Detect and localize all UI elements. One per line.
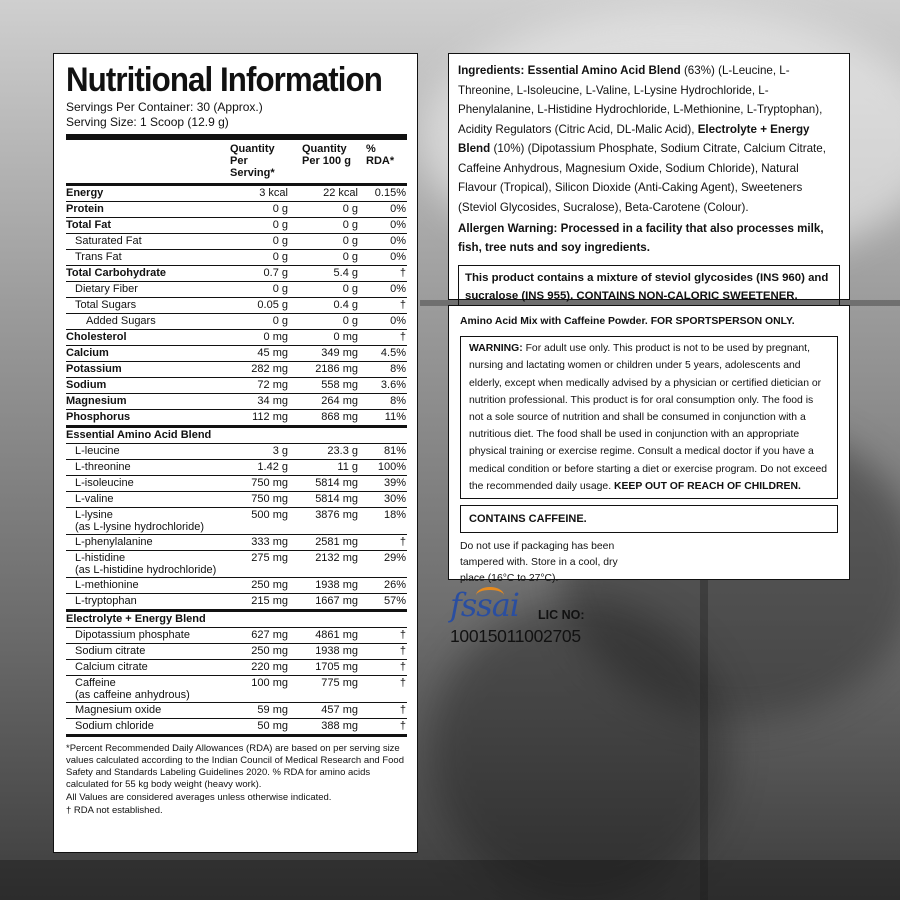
rda-value: 29%	[383, 552, 406, 564]
nutrient-name: Saturated Fat	[75, 235, 142, 247]
per-100g-value: 0 g	[342, 315, 358, 327]
rda-value: †	[399, 536, 406, 548]
servings-per-container: Servings Per Container: 30 (Approx.)	[66, 100, 263, 114]
nutrient-name: Dietary Fiber	[75, 283, 138, 295]
per-100g-value: 775 mg	[321, 677, 358, 689]
rda-value: 81%	[383, 445, 406, 457]
nutrition-title: Nutritional Information	[66, 61, 382, 99]
per-serving-value: 0.7 g	[263, 267, 288, 279]
averages-footnote: All Values are considered averages unless otherwise indicated.	[66, 792, 332, 803]
rda-value: †	[399, 720, 406, 732]
table-row	[66, 394, 407, 410]
rda-value: †	[399, 645, 406, 657]
nutrient-name: Magnesium	[66, 395, 127, 407]
per-serving-value: 275 mg	[251, 552, 288, 564]
per-100g-value: 4861 mg	[315, 629, 358, 641]
ingredients-label: Ingredients:	[458, 64, 525, 77]
warning-text: For adult use only. This product is not to be used by pregnant, nursing and lactating women or children under 5 years, adolescents and elderly, except when medically advised by a physician or certified dietician or nutrition professional. This product is for oral consumption only. The food is not a sole source of nutrition and shall be consumed in conjunction with a nutritious diet. The food shall be used in conjunction with an appropriate physical training or exercise regime. Consult a medical doctor if you have a medical condition or before starting a diet or exercise program. Do not exceed the recommended daily usage.	[469, 343, 828, 492]
per-serving-value: 333 mg	[251, 536, 288, 548]
per-serving-value: 100 mg	[251, 677, 288, 689]
table-row	[66, 703, 407, 719]
rda-not-established-footnote: † RDA not established.	[66, 805, 163, 816]
per-100g-value: 2581 mg	[315, 536, 358, 548]
per-100g-value: 11 g	[337, 461, 358, 473]
table-row	[66, 535, 407, 551]
per-serving-value: 282 mg	[251, 363, 288, 375]
table-row	[66, 346, 407, 362]
table-row	[66, 186, 407, 202]
per-serving-value: 0 mg	[263, 331, 288, 343]
table-row	[66, 282, 407, 298]
per-serving-value: 3 g	[272, 445, 288, 457]
per-serving-value: 0 g	[272, 235, 288, 247]
nutrient-name: L-isoleucine	[75, 477, 134, 489]
rda-value: 0.15%	[374, 187, 406, 199]
nutrient-name: Cholesterol	[66, 331, 127, 343]
nutrient-name: Potassium	[66, 363, 122, 375]
per-100g-value: 0.4 g	[333, 299, 358, 311]
per-100g-value: 1938 mg	[315, 579, 358, 591]
rda-value: 0%	[390, 251, 406, 263]
keep-out-of-reach: KEEP OUT OF REACH OF CHILDREN.	[613, 480, 801, 492]
fssai-block	[450, 586, 650, 660]
rda-value: †	[399, 661, 406, 673]
per-100g-value: 0 g	[342, 235, 358, 247]
per-serving-value: 0 g	[272, 315, 288, 327]
per-100g-value: 868 mg	[321, 411, 358, 423]
sweetener-notice: This product contains a mixture of steviol glycosides (INS 960) and sucralose (INS 955). CONTAINS NON-CALORIC SWEETENER.	[458, 265, 840, 309]
per-serving-value: 627 mg	[251, 629, 288, 641]
rda-value: 26%	[383, 579, 406, 591]
table-row	[66, 266, 407, 282]
rda-value: 39%	[383, 477, 406, 489]
nutrient-name: L-valine	[75, 493, 114, 505]
storage-instructions: Do not use if packaging has been tampered with. Store in a cool, dry place (16°C to 27°C).	[460, 541, 618, 585]
per-100g-value: 558 mg	[321, 379, 358, 391]
rda-value: 0%	[390, 283, 406, 295]
nutrient-name: L-histidine (as L-histidine hydrochloride)	[75, 552, 217, 576]
rda-footnote: *Percent Recommended Daily Allowances (RDA) are based on per serving size values calculated according to the Indian Council of Medical Research and Food Safety and Standards Labeling Guidelines 2020. % RDA for amino acids calculated for 55 kg body weight (heavy work).	[66, 743, 404, 790]
rda-value: 11%	[384, 411, 406, 423]
nutrition-facts-panel	[53, 53, 418, 853]
per-100g-value: 2186 mg	[315, 363, 358, 375]
table-row	[66, 492, 407, 508]
rda-value: †	[399, 331, 406, 343]
license-label: LIC NO:	[538, 608, 585, 622]
nutrient-name: L-phenylalanine	[75, 536, 153, 548]
nutrient-name: Calcium	[66, 347, 109, 359]
per-serving-value: 34 mg	[257, 395, 288, 407]
nutrient-name: Total Fat	[66, 219, 112, 231]
per-serving-value: 50 mg	[257, 720, 288, 732]
warning-panel	[448, 305, 850, 585]
table-row	[66, 644, 407, 660]
rda-value: †	[399, 704, 406, 716]
nutrient-name: Trans Fat	[75, 251, 122, 263]
caffeine-notice: CONTAINS CAFFEINE.	[460, 505, 838, 533]
nutrient-name: Sodium	[66, 379, 107, 391]
nutrient-name: L-leucine	[75, 445, 120, 457]
table-row	[66, 202, 407, 218]
per-100g-value: 0 mg	[333, 331, 358, 343]
basic-nutrient-rows	[66, 186, 407, 428]
rda-value: †	[399, 267, 406, 279]
per-serving-value: 0.05 g	[257, 299, 288, 311]
per-serving-value: 215 mg	[251, 595, 288, 607]
ingredients-panel	[448, 53, 850, 300]
nutrient-name: Dipotassium phosphate	[75, 629, 190, 641]
table-row	[66, 628, 407, 644]
rda-value: 8%	[390, 363, 406, 375]
nutrient-name: Added Sugars	[86, 315, 156, 327]
amino-blend-name: Essential Amino Acid Blend	[527, 64, 681, 77]
nutrient-name: L-tryptophan	[75, 595, 137, 607]
nutrient-name: Sodium chloride	[75, 720, 154, 732]
electrolyte-rows	[66, 628, 407, 737]
nutrient-name: Protein	[66, 203, 104, 215]
warning-box	[460, 336, 838, 499]
header-rda: % RDA*	[366, 143, 395, 167]
rda-value: †	[399, 299, 406, 311]
per-serving-value: 0 g	[272, 203, 288, 215]
nutrient-name: Calcium citrate	[75, 661, 148, 673]
per-serving-value: 1.42 g	[257, 461, 288, 473]
table-row	[66, 234, 407, 250]
per-serving-value: 220 mg	[251, 661, 288, 673]
per-serving-value: 112 mg	[252, 411, 288, 423]
per-100g-value: 23.3 g	[327, 445, 358, 457]
table-row	[66, 378, 407, 394]
per-100g-value: 2132 mg	[315, 552, 358, 564]
per-serving-value: 0 g	[272, 219, 288, 231]
nutrient-name: L-lysine (as L-lysine hydrochloride)	[75, 509, 204, 533]
rda-value: †	[399, 629, 406, 641]
table-row	[66, 508, 407, 535]
per-100g-value: 22 kcal	[323, 187, 358, 199]
per-serving-value: 45 mg	[257, 347, 288, 359]
electrolyte-blend-detail: (10%) (Dipotassium Phosphate, Sodium Citrate, Calcium Citrate, Caffeine Anhydrous, Magnesium Oxide, Sodium Chloride), Natural Flavour (Tropical), Silicon Dioxide (Anti-Caking Agent), Sweeteners (Steviol Glycosides, Sucralose), Beta-Carotene (Colour).	[458, 142, 826, 214]
rda-value: 0%	[390, 235, 406, 247]
nutrient-name: Total Sugars	[75, 299, 137, 311]
table-row	[66, 314, 407, 330]
rda-value: †	[399, 677, 406, 689]
rda-value: 3.6%	[380, 379, 406, 391]
electrolyte-section-title: Electrolyte + Energy Blend	[66, 612, 407, 628]
rda-value: 0%	[390, 219, 406, 231]
amino-blend-detail: (63%) (L-Leucine, L-Threonine, L-Isoleucine, L-Valine, L-Lysine Hydrochloride, L-Phenylalanine, L-Histidine Hydrochloride, L-Methionine, L-Tryptophan), Acidity Regulators (Citric Acid, DL-Malic Acid),	[458, 64, 823, 136]
per-100g-value: 349 mg	[321, 347, 358, 359]
table-row	[66, 676, 407, 703]
serving-size: Serving Size: 1 Scoop (12.9 g)	[66, 115, 229, 129]
per-serving-value: 750 mg	[251, 477, 288, 489]
table-row	[66, 719, 407, 737]
rda-value: 18%	[383, 509, 406, 521]
per-100g-value: 1705 mg	[315, 661, 358, 673]
per-serving-value: 0 g	[272, 283, 288, 295]
header-per-100g: Quantity Per 100 g	[302, 143, 351, 167]
warning-label: WARNING:	[469, 343, 523, 355]
per-100g-value: 388 mg	[321, 720, 358, 732]
per-serving-value: 3 kcal	[259, 187, 288, 199]
per-serving-value: 250 mg	[251, 645, 288, 657]
per-100g-value: 1667 mg	[315, 595, 358, 607]
nutrient-name: Sodium citrate	[75, 645, 146, 657]
table-row	[66, 578, 407, 594]
nutrient-name: Magnesium oxide	[75, 704, 162, 716]
nutrient-name: Energy	[66, 187, 104, 199]
table-row	[66, 330, 407, 346]
table-row	[66, 594, 407, 612]
per-serving-value: 59 mg	[257, 704, 288, 716]
per-100g-value: 5814 mg	[315, 477, 358, 489]
per-100g-value: 0 g	[342, 251, 358, 263]
per-serving-value: 250 mg	[251, 579, 288, 591]
rda-value: 8%	[390, 395, 406, 407]
per-100g-value: 0 g	[342, 283, 358, 295]
nutrient-name: L-threonine	[75, 461, 131, 473]
electrolyte-blend-name: Electrolyte + Energy Blend	[458, 122, 810, 155]
per-100g-value: 5814 mg	[315, 493, 358, 505]
per-100g-value: 264 mg	[321, 395, 358, 407]
nutrient-name: L-methionine	[75, 579, 139, 591]
rda-value: 4.5%	[380, 347, 406, 359]
table-row	[66, 410, 407, 428]
table-row	[66, 660, 407, 676]
per-serving-value: 750 mg	[251, 493, 288, 505]
amino-section-title: Essential Amino Acid Blend	[66, 428, 407, 444]
per-100g-value: 0 g	[342, 203, 358, 215]
rda-value: 57%	[383, 595, 406, 607]
per-serving-value: 0 g	[272, 251, 288, 263]
per-100g-value: 457 mg	[321, 704, 358, 716]
per-serving-value: 72 mg	[257, 379, 288, 391]
per-serving-value: 500 mg	[251, 509, 288, 521]
nutrient-name: Total Carbohydrate	[66, 267, 167, 279]
amino-acid-rows	[66, 444, 407, 612]
table-row	[66, 460, 407, 476]
table-row	[66, 444, 407, 460]
fssai-logo: fssai	[450, 586, 519, 624]
table-row	[66, 298, 407, 314]
per-100g-value: 3876 mg	[315, 509, 358, 521]
nutrient-name: Caffeine (as caffeine anhydrous)	[75, 677, 190, 701]
rda-value: 0%	[390, 315, 406, 327]
per-100g-value: 5.4 g	[333, 267, 358, 279]
per-100g-value: 1938 mg	[315, 645, 358, 657]
license-number: 10015011002705	[450, 626, 581, 646]
ingredients-text	[458, 61, 840, 217]
table-row	[66, 551, 407, 578]
table-row	[66, 476, 407, 492]
table-header	[66, 134, 407, 186]
rda-value: 30%	[383, 493, 406, 505]
product-category: Amino Acid Mix with Caffeine Powder. FOR SPORTSPERSON ONLY.	[460, 316, 795, 327]
allergen-warning: Allergen Warning: Processed in a facility that also processes milk, fish, tree nuts and soy ingredients.	[458, 222, 824, 254]
per-100g-value: 0 g	[342, 219, 358, 231]
header-per-serving: Quantity Per Serving*	[230, 143, 275, 179]
table-row	[66, 362, 407, 378]
nutrient-name: Phosphorus	[66, 411, 131, 423]
table-row	[66, 250, 407, 266]
rda-value: 100%	[377, 461, 406, 473]
table-row	[66, 218, 407, 234]
rda-value: 0%	[390, 203, 406, 215]
